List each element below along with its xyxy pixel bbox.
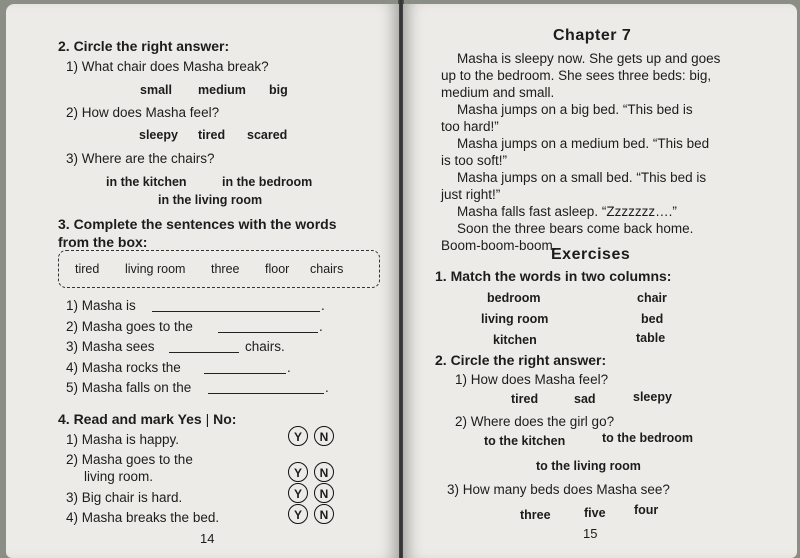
right-q3-opt-four[interactable]: four bbox=[634, 503, 659, 517]
left-q2: 2) How does Masha feel? bbox=[66, 105, 220, 120]
story-line-10: Masha falls fast asleep. “Zzzzzzz….” bbox=[457, 204, 677, 219]
left-q1-opt-medium[interactable]: medium bbox=[198, 83, 246, 97]
task4-title-separator: | bbox=[205, 411, 210, 427]
sentence-2-end: . bbox=[319, 319, 323, 334]
sentence-3: 3) Masha sees bbox=[66, 339, 155, 354]
right-q2: 2) Where does the girl go? bbox=[455, 414, 615, 429]
sentence-2-blank[interactable] bbox=[218, 332, 318, 333]
match-right-chair[interactable]: chair bbox=[637, 291, 667, 305]
sentence-4-end: . bbox=[287, 360, 291, 375]
left-q1: 1) What chair does Masha break? bbox=[66, 59, 269, 74]
right-q3-opt-three[interactable]: three bbox=[520, 508, 551, 522]
ex2-title: 2. Circle the right answer: bbox=[435, 352, 607, 368]
match-left-living-room[interactable]: living room bbox=[481, 312, 549, 326]
sentence-3-end: chairs. bbox=[245, 339, 285, 354]
statement-2-yes[interactable]: Y bbox=[288, 462, 308, 482]
story-line-8: Masha jumps on a small bed. “This bed is bbox=[457, 170, 707, 185]
right-q1-opt-sad[interactable]: sad bbox=[574, 392, 596, 406]
left-page bbox=[6, 4, 399, 558]
left-q1-opt-big[interactable]: big bbox=[269, 83, 288, 97]
statement-3-yes[interactable]: Y bbox=[288, 483, 308, 503]
right-q2-opt-living-room[interactable]: to the living room bbox=[536, 459, 641, 473]
left-q3-opt-kitchen[interactable]: in the kitchen bbox=[106, 175, 187, 189]
right-q1-opt-tired[interactable]: tired bbox=[511, 392, 539, 406]
statement-4-no[interactable]: N bbox=[314, 504, 334, 524]
left-q2-opt-scared[interactable]: scared bbox=[247, 128, 288, 142]
word-box bbox=[58, 250, 380, 288]
right-page bbox=[403, 4, 797, 558]
box-word-living-room: living room bbox=[125, 262, 186, 276]
match-left-kitchen[interactable]: kitchen bbox=[493, 333, 537, 347]
statement-3: 3) Big chair is hard. bbox=[66, 490, 183, 505]
story-line-11: Soon the three bears come back home. bbox=[457, 221, 694, 236]
story-line-7: is too soft!” bbox=[441, 153, 508, 168]
sentence-1-blank[interactable] bbox=[152, 311, 320, 312]
sentence-1-end: . bbox=[321, 298, 325, 313]
sentence-2: 2) Masha goes to the bbox=[66, 319, 193, 334]
exercises-title: Exercises bbox=[551, 246, 631, 263]
left-q3: 3) Where are the chairs? bbox=[66, 151, 215, 166]
statement-4: 4) Masha breaks the bed. bbox=[66, 510, 220, 525]
story-line-6: Masha jumps on a medium bed. “This bed bbox=[457, 136, 710, 151]
right-q3: 3) How many beds does Masha see? bbox=[447, 482, 670, 497]
right-q3-opt-five[interactable]: five bbox=[584, 506, 606, 520]
box-word-floor: floor bbox=[265, 262, 290, 276]
story-line-3: medium and small. bbox=[441, 85, 555, 100]
statement-2-line2: living room. bbox=[84, 469, 154, 484]
left-page-number: 14 bbox=[200, 531, 215, 546]
story-line-12: Boom-boom-boom. bbox=[441, 238, 557, 253]
left-q1-opt-small[interactable]: small bbox=[140, 83, 172, 97]
left-q2-opt-sleepy[interactable]: sleepy bbox=[139, 128, 178, 142]
sentence-1: 1) Masha is bbox=[66, 298, 136, 313]
box-word-three: three bbox=[211, 262, 240, 276]
story-line-4: Masha jumps on a big bed. “This bed is bbox=[457, 102, 693, 117]
sentence-4-blank[interactable] bbox=[204, 373, 286, 374]
match-right-bed[interactable]: bed bbox=[641, 312, 664, 326]
right-q1: 1) How does Masha feel? bbox=[455, 372, 609, 387]
statement-1: 1) Masha is happy. bbox=[66, 432, 180, 447]
sentence-5-blank[interactable] bbox=[208, 393, 324, 394]
task3-title-line1: 3. Complete the sentences with the words bbox=[58, 216, 337, 232]
match-left-bedroom[interactable]: bedroom bbox=[487, 291, 541, 305]
sentence-3-blank[interactable] bbox=[169, 352, 239, 353]
box-word-tired: tired bbox=[75, 262, 100, 276]
task4-title-no: No: bbox=[213, 411, 237, 427]
left-q3-opt-bedroom[interactable]: in the bedroom bbox=[222, 175, 313, 189]
left-q3-opt-living-room[interactable]: in the living room bbox=[158, 193, 263, 207]
statement-2-no[interactable]: N bbox=[314, 462, 334, 482]
sentence-5-end: . bbox=[325, 380, 329, 395]
sentence-4: 4) Masha rocks the bbox=[66, 360, 181, 375]
sentence-5: 5) Masha falls on the bbox=[66, 380, 192, 395]
story-line-2: up to the bedroom. She sees three beds: big, bbox=[441, 68, 712, 83]
task2-title: 2. Circle the right answer: bbox=[58, 38, 230, 54]
task4-title bbox=[58, 411, 236, 427]
match-right-table[interactable]: table bbox=[636, 331, 666, 345]
right-q1-opt-sleepy[interactable]: sleepy bbox=[633, 390, 672, 404]
task3-title-line2: from the box: bbox=[58, 234, 148, 250]
ex1-title: 1. Match the words in two columns: bbox=[435, 268, 672, 284]
statement-1-no[interactable]: N bbox=[314, 426, 334, 446]
right-q2-opt-bedroom[interactable]: to the bedroom bbox=[602, 431, 693, 445]
left-q2-opt-tired[interactable]: tired bbox=[198, 128, 226, 142]
story-line-1: Masha is sleepy now. She gets up and goes bbox=[457, 51, 721, 66]
right-page-number: 15 bbox=[583, 526, 598, 541]
statement-2-line1: 2) Masha goes to the bbox=[66, 452, 193, 467]
story-line-5: too hard!” bbox=[441, 119, 499, 134]
right-q2-opt-kitchen[interactable]: to the kitchen bbox=[484, 434, 566, 448]
chapter-title: Chapter 7 bbox=[553, 27, 632, 44]
statement-4-yes[interactable]: Y bbox=[288, 504, 308, 524]
task4-title-yes: 4. Read and mark Yes bbox=[58, 411, 202, 427]
statement-1-yes[interactable]: Y bbox=[288, 426, 308, 446]
story-line-9: just right!” bbox=[441, 187, 501, 202]
statement-3-no[interactable]: N bbox=[314, 483, 334, 503]
box-word-chairs: chairs bbox=[310, 262, 344, 276]
